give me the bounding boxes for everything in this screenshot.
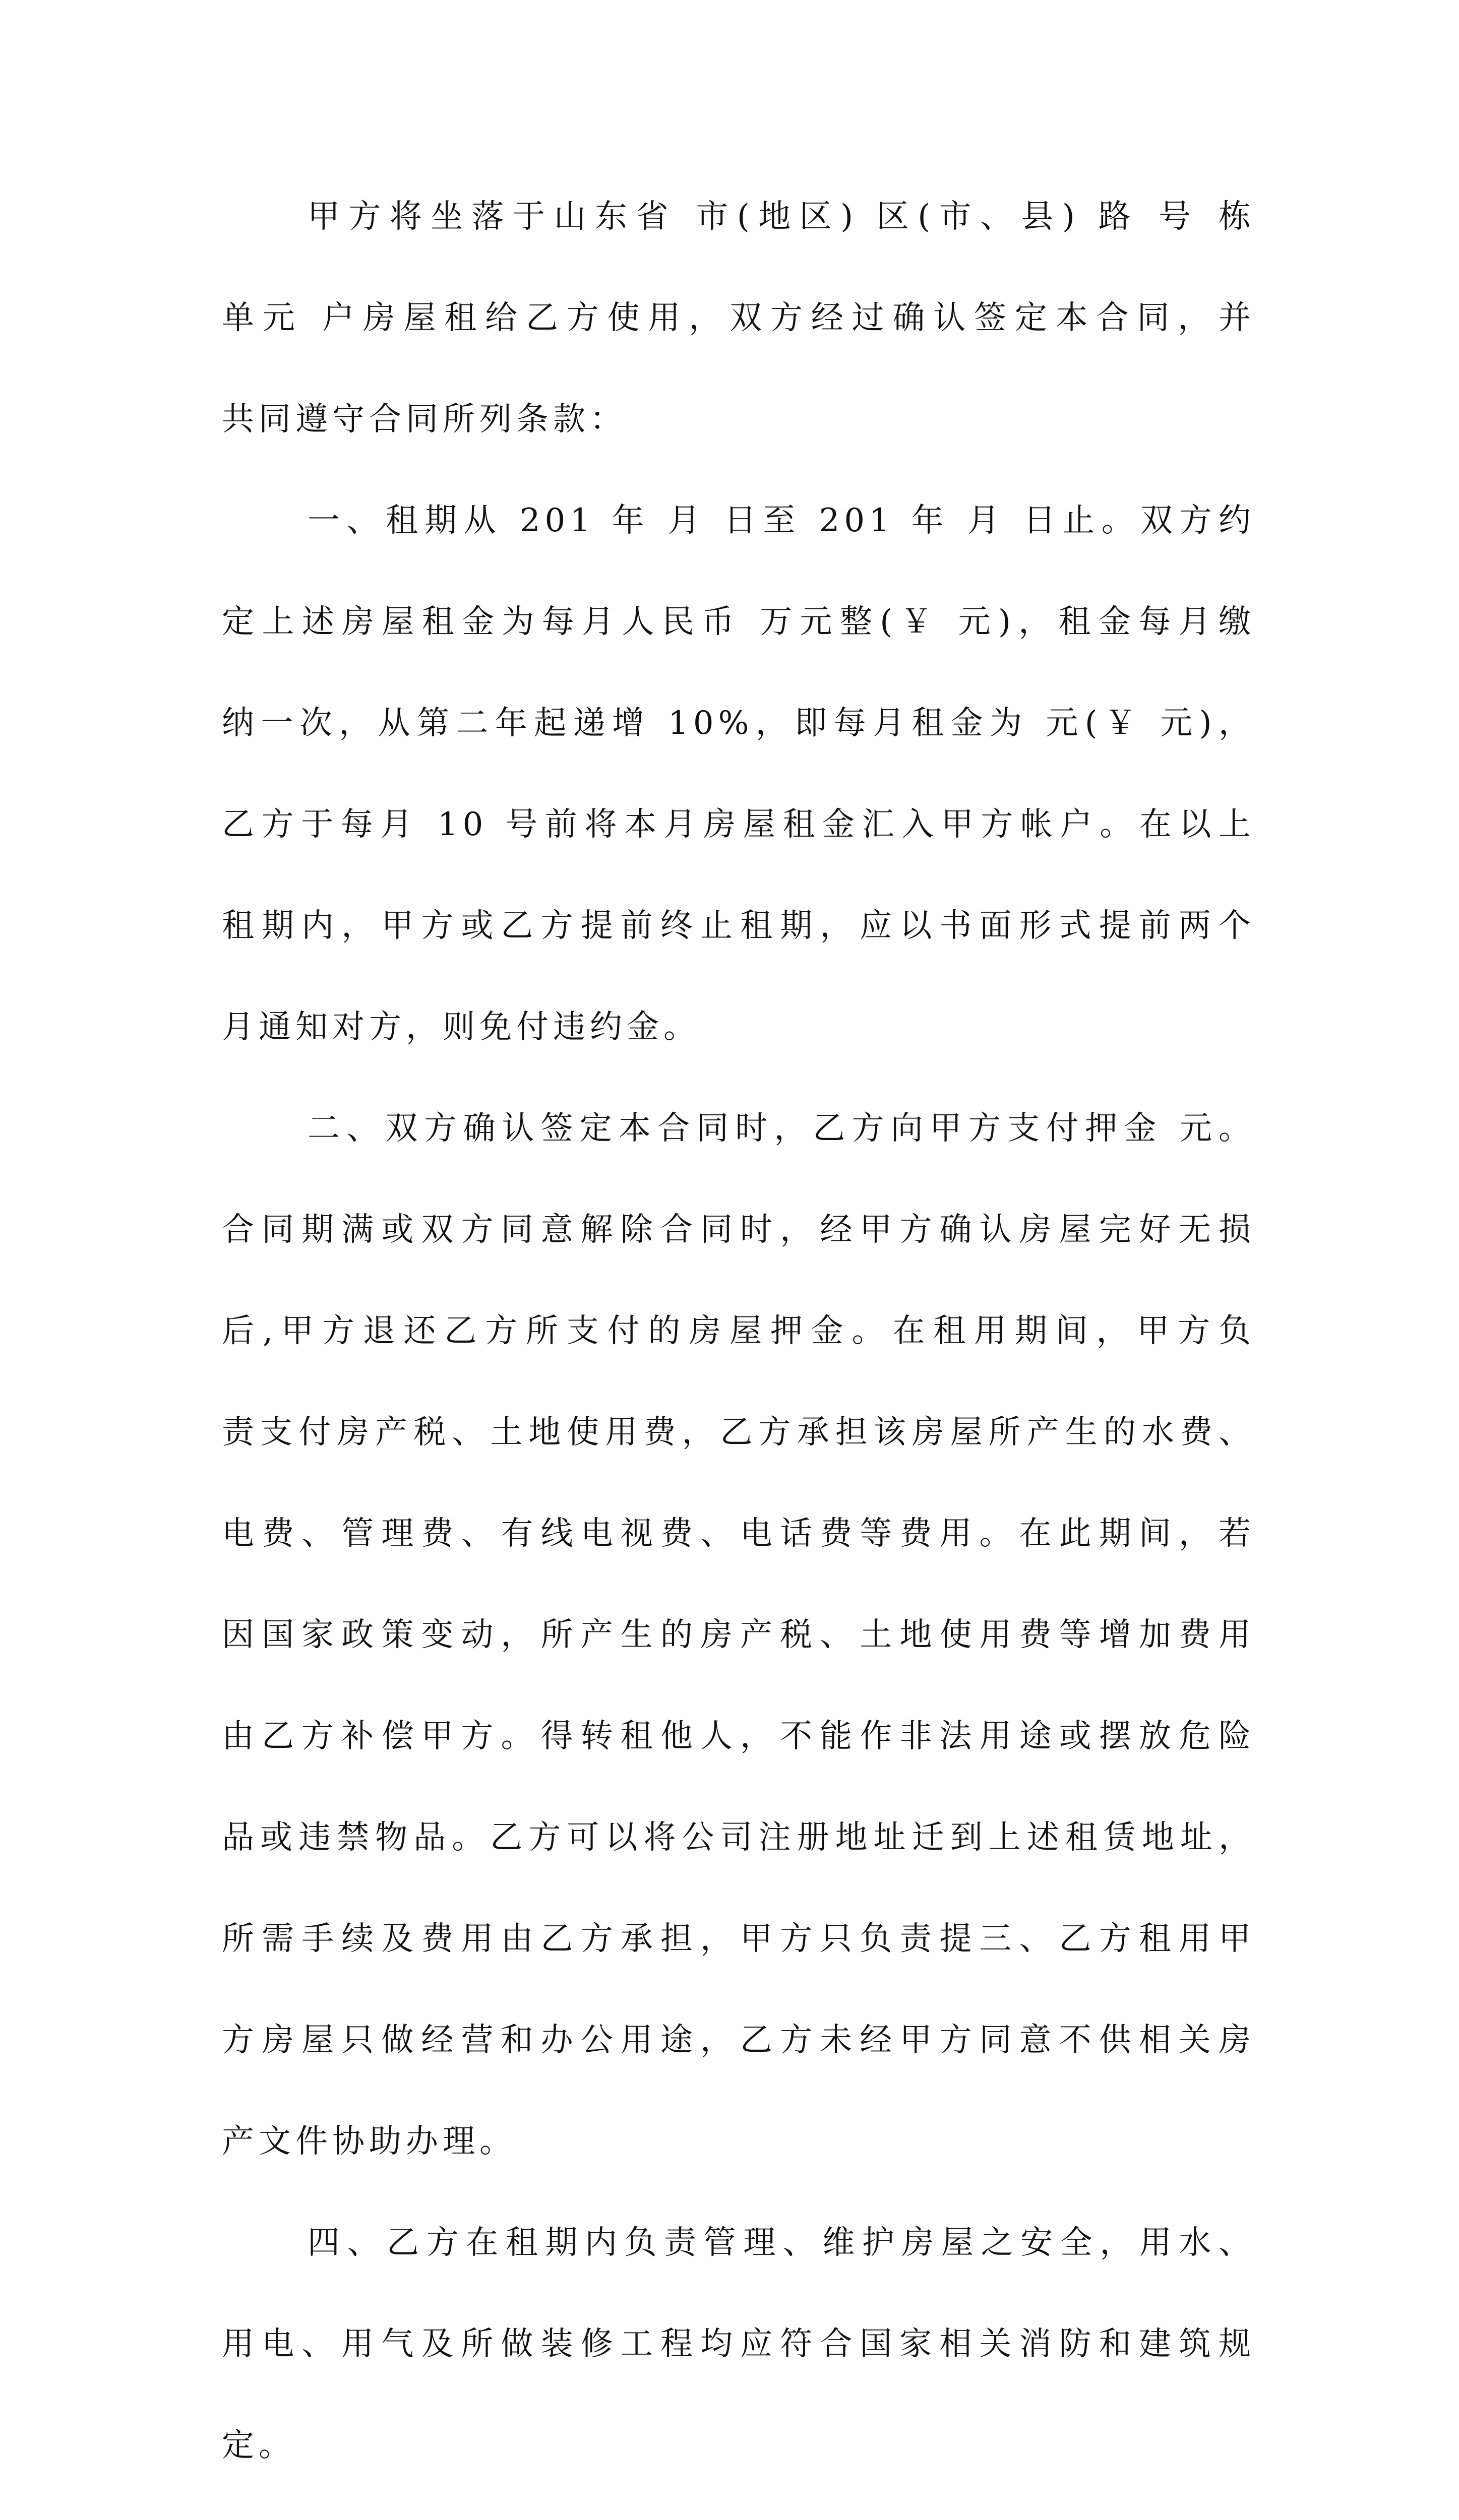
text-line: 定上述房屋租金为每月人民币 万元整(￥ 元)，租金每月缴	[222, 603, 1255, 641]
text-line: 甲方将坐落于山东省 市(地区) 区(市、县) 路 号 栋	[308, 198, 1255, 235]
clause-1-lease-term	[222, 493, 1255, 1101]
text-line: 定。	[222, 2427, 295, 2464]
text-line: 纳一次，从第二年起递增 10%，即每月租金为 元(￥ 元)，	[222, 705, 1255, 742]
clause-5-handover	[222, 2519, 1255, 2520]
text-line: 由乙方补偿甲方。得转租他人，不能作非法用途或摆放危险	[222, 1718, 1255, 1755]
text-line: 电费、管理费、有线电视费、电话费等费用。在此期间，若	[222, 1515, 1255, 1552]
text-line: 产文件协助办理。	[222, 2123, 516, 2160]
clause-4-safety	[222, 2215, 1255, 2519]
text-line: 单元 户房屋租给乙方使用，双方经过确认签定本合同，并	[222, 299, 1255, 337]
text-line: 用电、用气及所做装修工程均应符合国家相关消防和建筑规	[222, 2325, 1255, 2363]
text-line: 乙方于每月 10 号前将本月房屋租金汇入甲方帐户。在以上	[222, 806, 1255, 843]
text-line: 月通知对方，则免付违约金。	[222, 1009, 700, 1046]
text-line: 合同期满或双方同意解除合同时，经甲方确认房屋完好无损	[222, 1211, 1255, 1248]
contract-body	[222, 189, 1255, 2520]
text-line: 品或违禁物品。乙方可以将公司注册地址迁到上述租赁地址，	[222, 1819, 1255, 1856]
text-line: 因国家政策变动，所产生的房产税、土地使用费等增加费用	[222, 1616, 1255, 1654]
text-line: 二、双方确认签定本合同时，乙方向甲方支付押金 元。	[308, 1110, 1255, 1147]
text-line: 共同遵守合同所列条款：	[222, 401, 627, 438]
text-line: 责支付房产税、土地使用费，乙方承担该房屋所产生的水费、	[222, 1414, 1255, 1451]
text-line	[222, 2519, 1255, 2520]
text-line: 租期内，甲方或乙方提前终止租期，应以书面形式提前两个	[222, 907, 1255, 944]
text-line: 所需手续及费用由乙方承担，甲方只负责提三、乙方租用甲	[222, 1920, 1255, 1958]
text-line: 后,甲方退还乙方所支付的房屋押金。在租用期间，甲方负	[222, 1312, 1255, 1350]
clause-2-deposit	[222, 1101, 1255, 2215]
text-line: 一、租期从 201 年 月 日至 201 年 月 日止。双方约	[308, 502, 1255, 539]
paragraph-property-location	[222, 189, 1255, 493]
text-line: 四、乙方在租期内负责管理、维护房屋之安全，用水、	[308, 2224, 1255, 2261]
text-line: 方房屋只做经营和办公用途，乙方未经甲方同意不供相关房	[222, 2022, 1255, 2059]
